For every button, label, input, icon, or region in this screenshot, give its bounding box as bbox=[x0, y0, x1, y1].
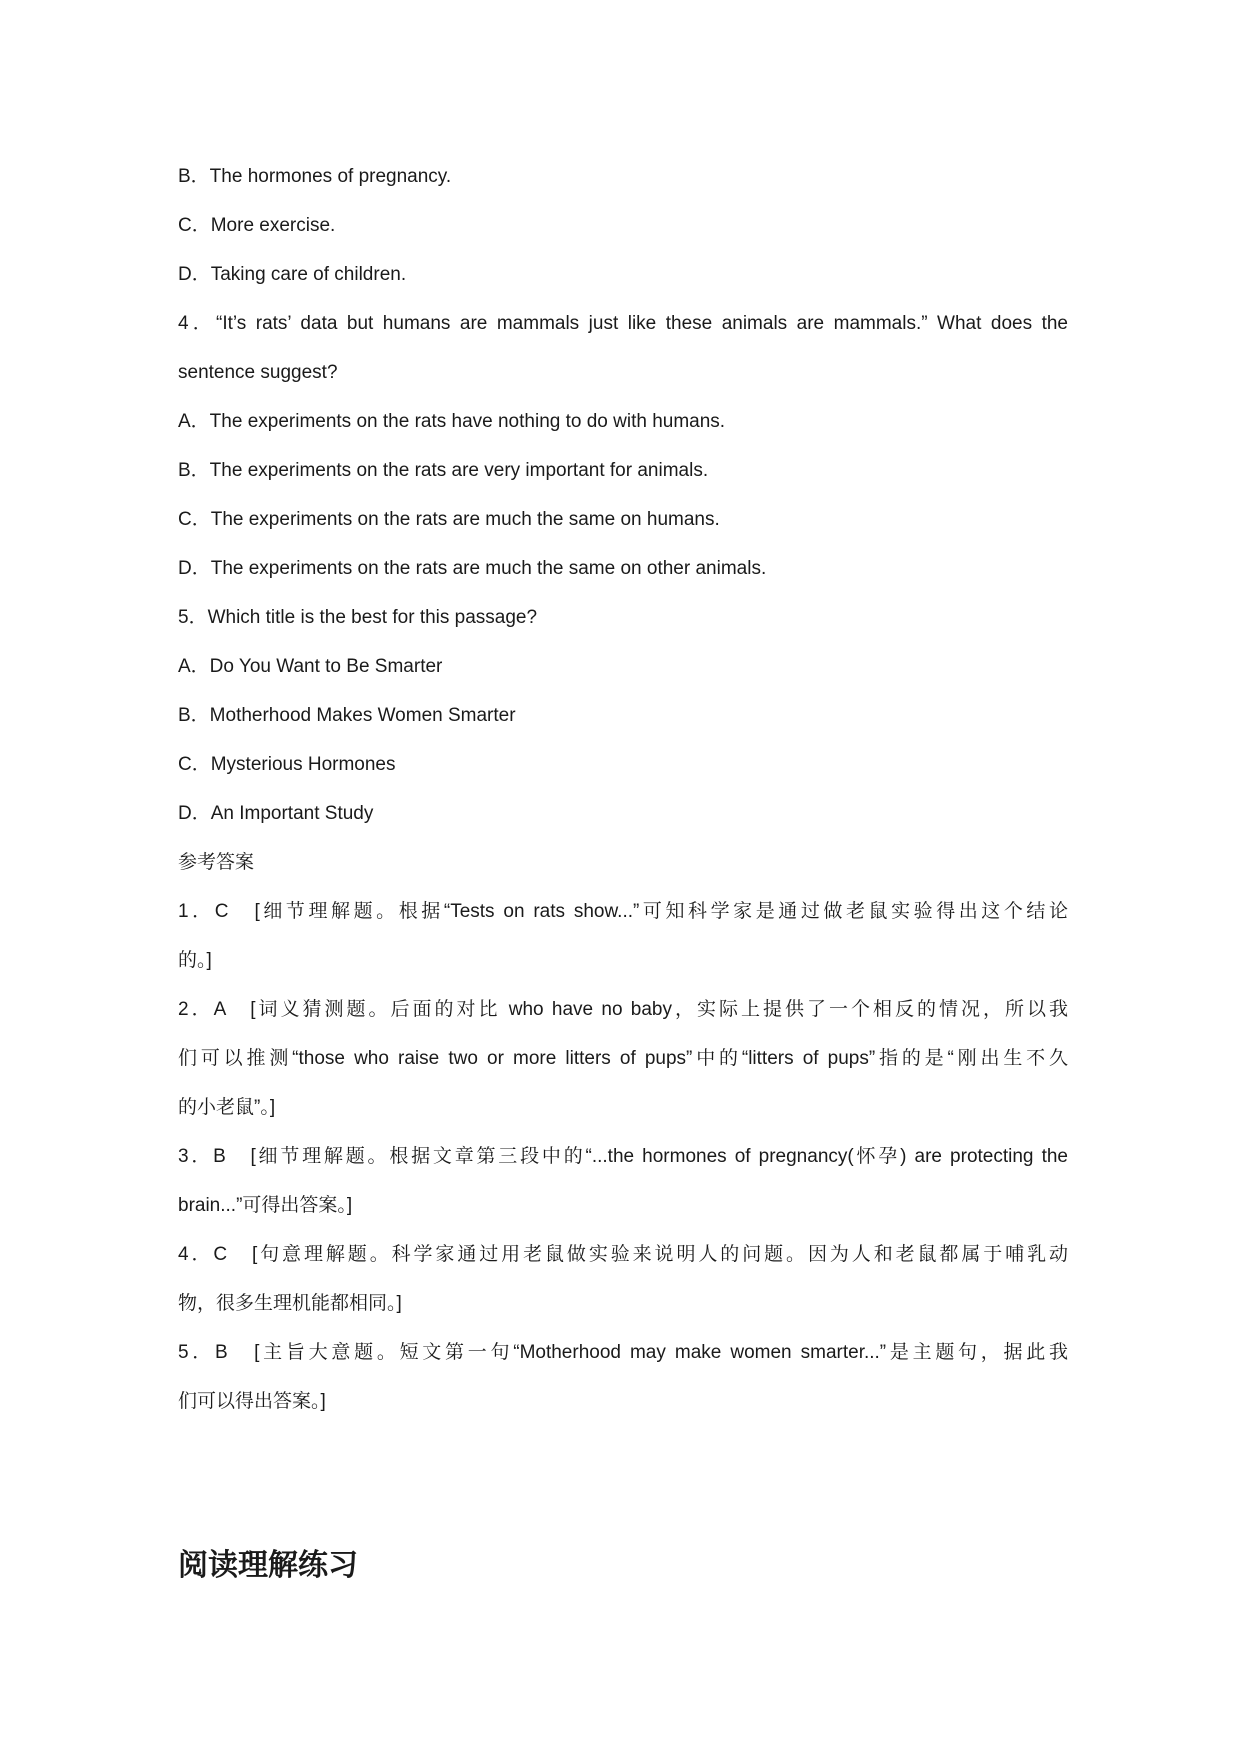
document-body bbox=[178, 152, 1068, 1426]
answer-3-line2: brain...”可得出答案。] bbox=[178, 1195, 353, 1216]
question-5-stem: 5．Which title is the best for this passage? bbox=[178, 607, 538, 628]
answer-2-line3: 的小老鼠”。] bbox=[178, 1097, 276, 1118]
section-title: 阅读理解练习 bbox=[178, 1548, 358, 1583]
answer-5-line2: 们可以得出答案。] bbox=[178, 1391, 326, 1412]
answer-5-line1: 5．B [主旨大意题。短文第一句“Motherhood may make women smarter...”是主题句，据此我 bbox=[178, 1342, 1068, 1363]
answer-1-line2: 的。] bbox=[178, 950, 212, 971]
option-q4-b: B．The experiments on the rats are very important for animals. bbox=[178, 460, 709, 481]
option-q3-d: D．Taking care of children. bbox=[178, 264, 407, 285]
option-q4-a: A．The experiments on the rats have nothing to do with humans. bbox=[178, 411, 726, 432]
option-q3-b: B．The hormones of pregnancy. bbox=[178, 166, 452, 187]
option-q5-d: D．An Important Study bbox=[178, 803, 374, 824]
option-q5-a: A．Do You Want to Be Smarter bbox=[178, 656, 443, 677]
question-4-stem-line1: 4．“It’s rats’ data but humans are mammals just like these animals are mammals.” What does the bbox=[178, 313, 1068, 334]
option-q3-c: C．More exercise. bbox=[178, 215, 336, 236]
answer-1-line1: 1．C [细节理解题。根据“Tests on rats show...”可知科学家是通过做老鼠实验得出这个结论 bbox=[178, 901, 1068, 922]
answer-2-line2: 们可以推测“those who raise two or more litters of pups”中的“litters of pups”指的是“刚出生不久 bbox=[178, 1048, 1068, 1069]
answer-2-line1: 2．A [词义猜测题。后面的对比 who have no baby，实际上提供了一个相反的情况，所以我 bbox=[178, 999, 1068, 1020]
answer-4-line1: 4．C [句意理解题。科学家通过用老鼠做实验来说明人的问题。因为人和老鼠都属于哺乳动 bbox=[178, 1244, 1068, 1265]
option-q4-d: D．The experiments on the rats are much the same on other animals. bbox=[178, 558, 767, 579]
option-q5-c: C．Mysterious Hormones bbox=[178, 754, 396, 775]
answers-heading: 参考答案 bbox=[178, 851, 255, 873]
option-q4-c: C．The experiments on the rats are much the same on humans. bbox=[178, 509, 720, 530]
answer-3-line1: 3．B [细节理解题。根据文章第三段中的“...the hormones of pregnancy(怀孕) are protecting the bbox=[178, 1146, 1068, 1167]
answer-4-line2: 物，很多生理机能都相同。] bbox=[178, 1293, 402, 1314]
option-q5-b: B．Motherhood Makes Women Smarter bbox=[178, 705, 516, 726]
question-4-stem-line2: sentence suggest? bbox=[178, 362, 338, 383]
